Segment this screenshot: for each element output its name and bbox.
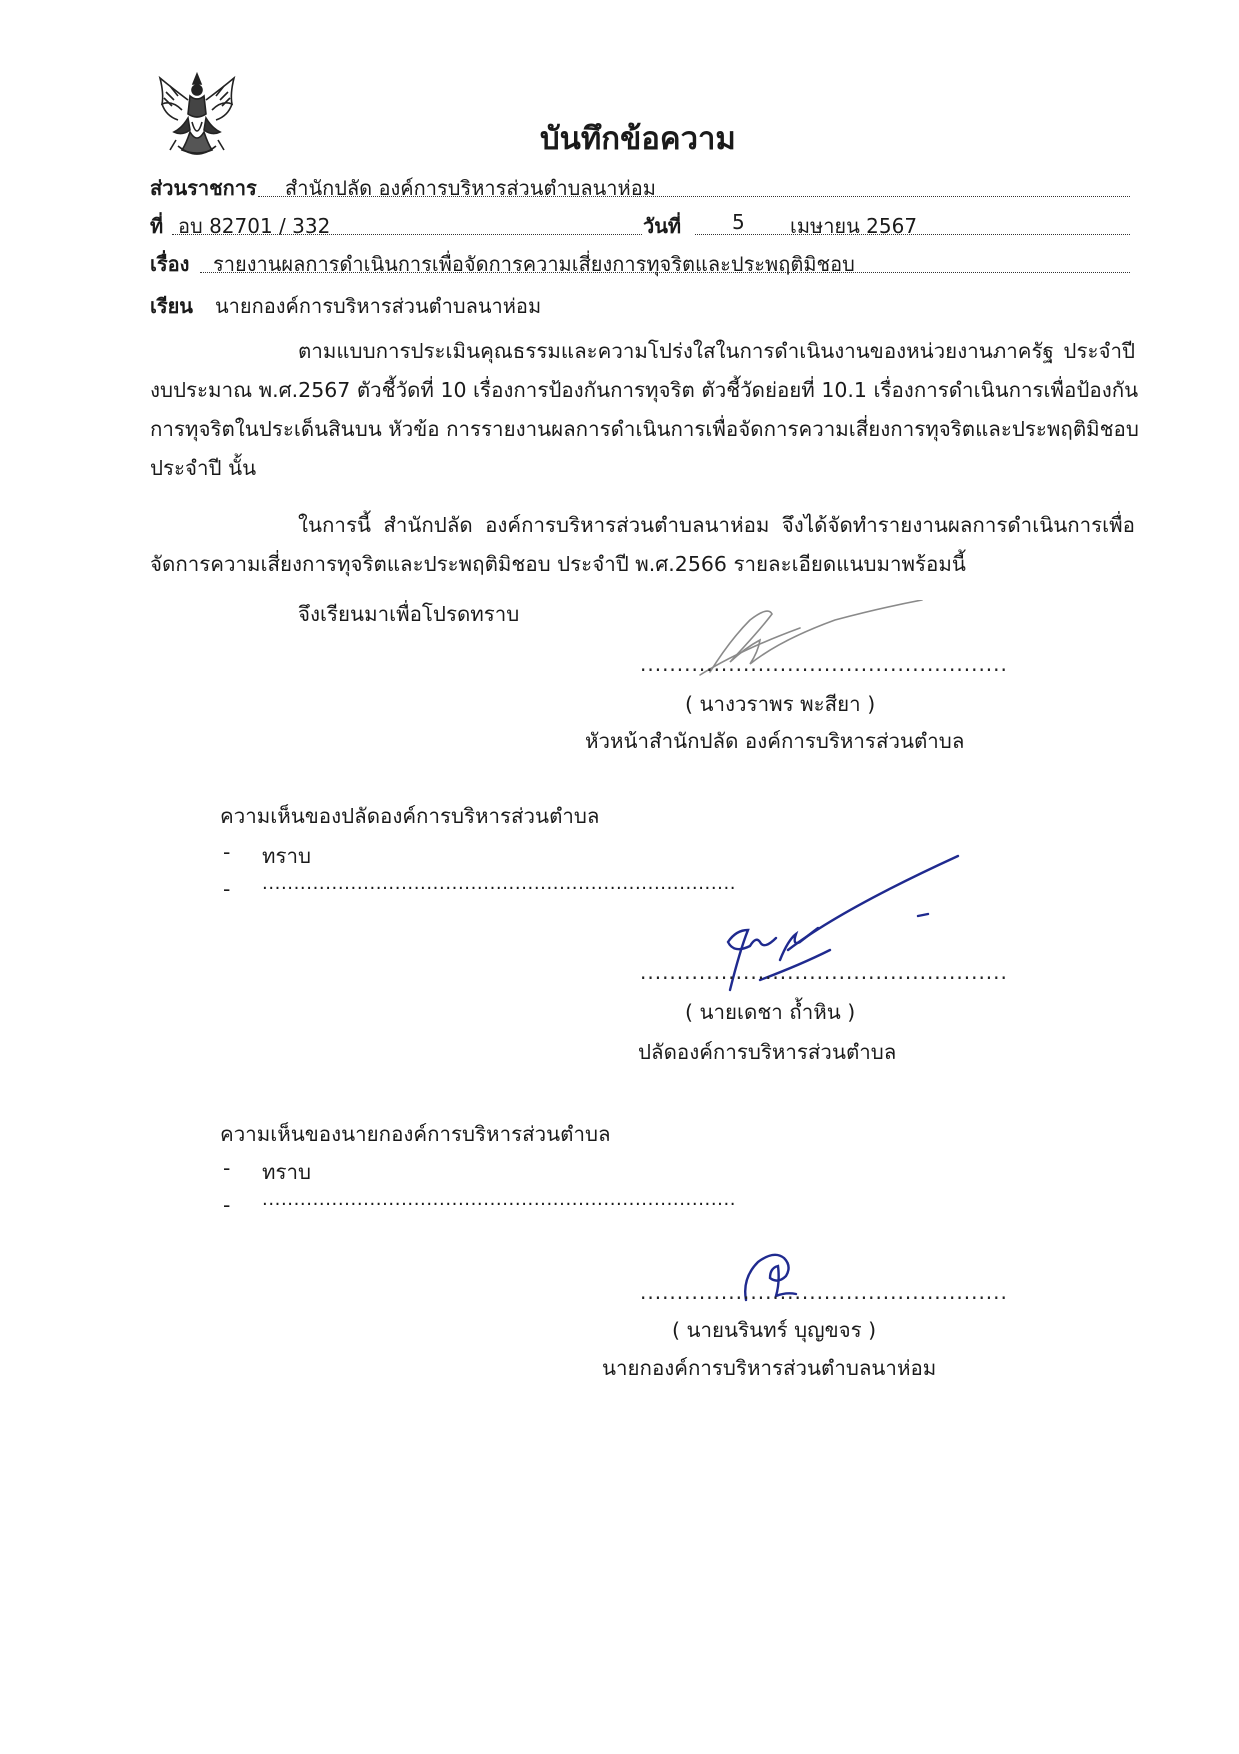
para1-line-2: งบประมาณ พ.ศ.2567 ตัวชี้วัดที่ 10 เรื่องการป้องกันการทุจริต ตัวชี้วัดย่อยที่ 10.1 เรื่องการดำเนินการเพื่อป้องกัน	[150, 378, 1139, 402]
body-paragraph-1	[150, 332, 1139, 488]
signature-2-position: ปลัดองค์การบริหารส่วนตำบล	[638, 1040, 897, 1064]
subject-label: เรื่อง	[150, 252, 190, 276]
para1-line-1: ตามแบบการประเมินคุณธรรมและความโปร่งใสในการดำเนินงานของหน่วยงานภาครัฐ ประจำปี	[298, 339, 1135, 363]
opinion-2-dash-2: -	[223, 1193, 231, 1217]
ref-label: ที่	[150, 214, 164, 238]
memo-title: บันทึกข้อความ	[540, 121, 736, 157]
para1-line-3: การทุจริตในประเด็นสินบน หัวข้อ การรายงานผลการดำเนินการเพื่อจัดการความเสี่ยงการทุจริตและประพฤติมิชอบ	[150, 417, 1139, 441]
opinion-1-item-2: ...........................................................................	[262, 873, 737, 894]
signature-1-name: ( นางวราพร พะสียา )	[685, 692, 876, 716]
body-paragraph-2	[150, 506, 1135, 584]
subject-value: รายงานผลการดำเนินการเพื่อจัดการความเสี่ยงการทุจริตและประพฤติมิชอบ	[213, 252, 855, 276]
date-month-year: เมษายน 2567	[790, 214, 918, 238]
garuda-emblem-icon	[152, 70, 242, 162]
to-value: นายกองค์การบริหารส่วนตำบลนาห่อม	[215, 294, 542, 318]
agency-value: สำนักปลัด องค์การบริหารส่วนตำบลนาห่อม	[285, 176, 656, 200]
para1-line-4: ประจำปี นั้น	[150, 456, 257, 480]
opinion-2-heading: ความเห็นของนายกองค์การบริหารส่วนตำบล	[220, 1122, 611, 1146]
para2-line-2: จัดการความเสี่ยงการทุจริตและประพฤติมิชอบ ประจำปี พ.ศ.2566 รายละเอียดแนบมาพร้อมนี้	[150, 552, 966, 576]
agency-label: ส่วนราชการ	[150, 176, 257, 200]
signature-2-dots: ..................................................	[640, 960, 1008, 984]
signature-2-name: ( นายเดชา ถ้ำหิน )	[685, 1000, 856, 1024]
opinion-1-dash-2: -	[223, 877, 231, 901]
signature-3-name: ( นายนรินทร์ บุญขจร )	[672, 1318, 877, 1342]
date-label: วันที่	[643, 214, 682, 238]
closing-text: จึงเรียนมาเพื่อโปรดทราบ	[298, 602, 520, 626]
opinion-2-item-1: ทราบ	[262, 1160, 312, 1184]
signature-3-dots: ..................................................	[640, 1280, 1008, 1304]
signature-1-dots: ..................................................	[640, 652, 1008, 676]
para2-line-1: ในการนี้ สำนักปลัด องค์การบริหารส่วนตำบลนาห่อม จึงได้จัดทำรายงานผลการดำเนินการเพื่อ	[298, 513, 1135, 537]
opinion-1-dash-1: -	[223, 840, 231, 864]
to-label: เรียน	[150, 294, 193, 318]
opinion-1-item-1: ทราบ	[262, 844, 312, 868]
opinion-2-dash-1: -	[223, 1156, 231, 1180]
signature-1-position: หัวหน้าสำนักปลัด องค์การบริหารส่วนตำบล	[585, 729, 965, 753]
opinion-1-heading: ความเห็นของปลัดองค์การบริหารส่วนตำบล	[220, 804, 600, 828]
ref-value: อบ 82701 / 332	[178, 214, 331, 238]
signature-3-position: นายกองค์การบริหารส่วนตำบลนาห่อม	[602, 1356, 937, 1380]
date-day: 5	[732, 210, 745, 234]
opinion-2-item-2: ...........................................................................	[262, 1189, 737, 1210]
